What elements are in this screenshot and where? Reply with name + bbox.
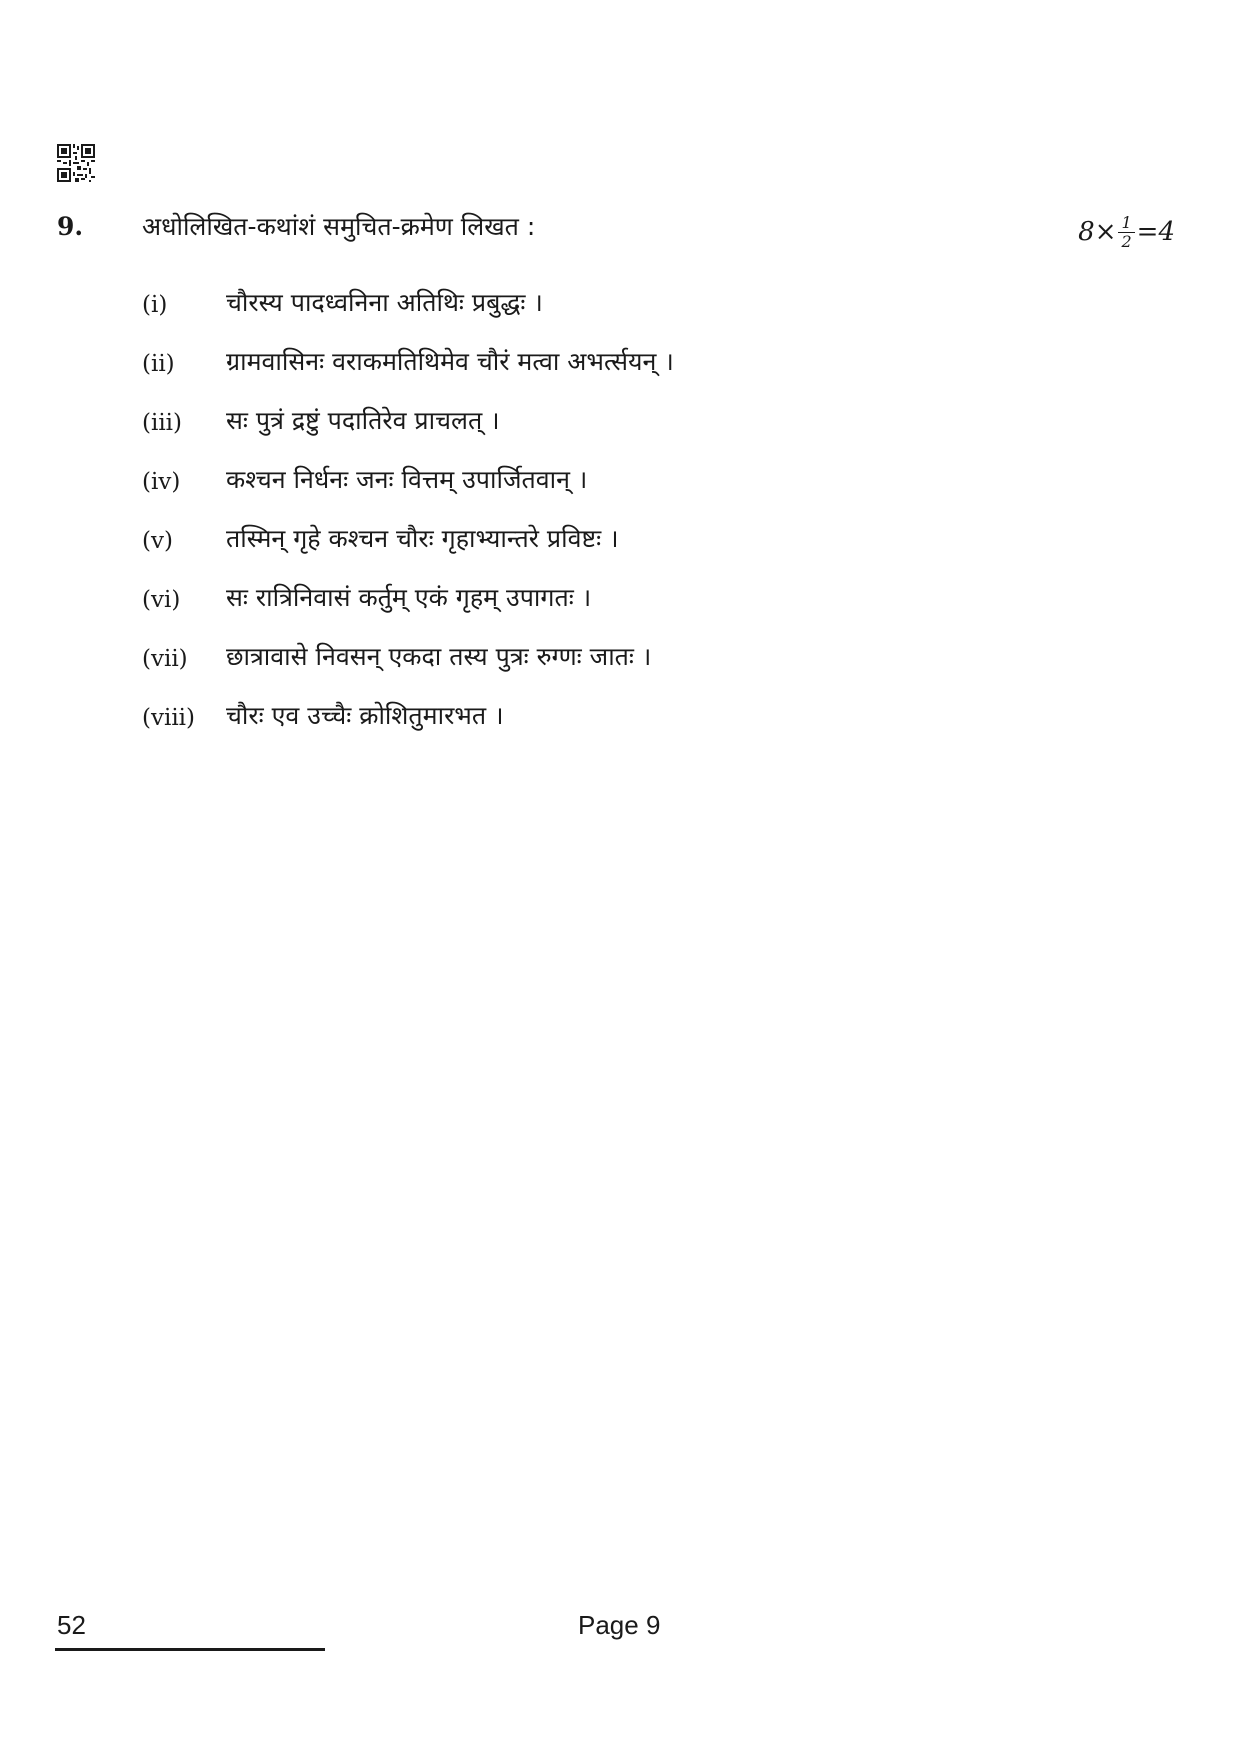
- marks-total: =4: [1136, 217, 1175, 247]
- list-item: [142, 640, 1142, 699]
- option-label: (viii): [142, 705, 196, 731]
- option-text: ग्रामवासिनः वराकमतिथिमेव चौरं मत्वा अभर्त्सयन् ।: [226, 347, 674, 376]
- marks-fraction: [1118, 214, 1134, 251]
- paper-code: 52: [57, 1610, 86, 1640]
- list-item: [142, 404, 1142, 463]
- list-item: [142, 345, 1142, 404]
- list-item: [142, 522, 1142, 581]
- option-text: तस्मिन् गृहे कश्चन चौरः गृहाभ्यान्तरे प्रविष्टः ।: [226, 524, 619, 553]
- marks-allocation: [1078, 202, 1175, 262]
- option-text: सः पुत्रं द्रष्टुं पदातिरेव प्राचलत् ।: [226, 406, 500, 435]
- option-label: (iv): [142, 469, 181, 495]
- option-text: छात्रावासे निवसन् एकदा तस्य पुत्रः रुग्णः जातः ।: [226, 642, 652, 671]
- fraction-numerator: 1: [1118, 214, 1134, 233]
- option-label: (vi): [142, 587, 181, 613]
- option-text: चौरः एव उच्चैः क्रोशितुमारभत ।: [226, 701, 504, 730]
- qr-code-icon: [57, 144, 95, 182]
- option-label: (v): [142, 528, 173, 554]
- option-list: [142, 286, 1142, 758]
- list-item: [142, 463, 1142, 522]
- question-instruction: अधोलिखित-कथांशं समुचित-क्रमेण लिखत :: [142, 212, 536, 241]
- option-label: (vii): [142, 646, 188, 672]
- list-item: [142, 581, 1142, 640]
- page-number: Page 9: [578, 1610, 661, 1640]
- option-label: (i): [142, 292, 168, 318]
- list-item: [142, 286, 1142, 345]
- option-text: सः रात्रिनिवासं कर्तुम् एकं गृहम् उपागतः ।: [226, 583, 592, 612]
- list-item: [142, 699, 1142, 758]
- option-label: (ii): [142, 351, 175, 377]
- question-number: 9.: [57, 212, 84, 241]
- option-label: (iii): [142, 410, 183, 436]
- fraction-denominator: 2: [1121, 231, 1132, 251]
- marks-prefix: 8×: [1078, 217, 1117, 247]
- footer-divider: [55, 1648, 325, 1651]
- option-text: चौरस्य पादध्वनिना अतिथिः प्रबुद्धः ।: [226, 288, 543, 317]
- option-text: कश्चन निर्धनः जनः वित्तम् उपार्जितवान् ।: [226, 465, 588, 494]
